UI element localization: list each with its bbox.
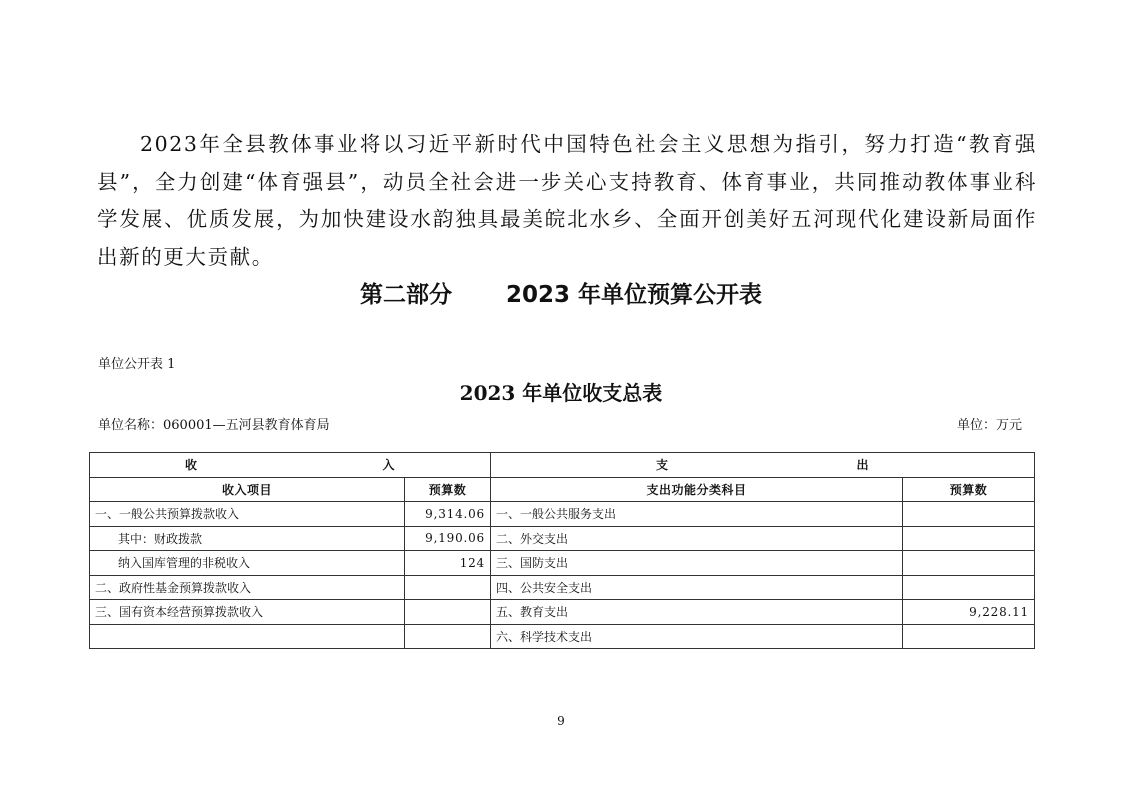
income-item: 二、政府性基金预算拨款收入: [90, 575, 405, 600]
table-row: [90, 526, 1035, 551]
budget-table: [89, 452, 1035, 649]
part-heading: 2023 年单位预算公开表: [505, 282, 763, 308]
intro-paragraph: 2023年全县教体事业将以习近平新时代中国特色社会主义思想为指引，努力打造“教育强县”，全力创建“体育强县”，动员全社会进一步关心支持教育、体育事业，共同推动教体事业科学发展、优质发展，为加快建设水韵独具最美皖北水乡、全面开创美好五河现代化建设新局面作出新的更大贡献。: [97, 132, 1037, 269]
expense-item: 五、教育支出: [491, 600, 903, 625]
table-row: [90, 551, 1035, 576]
expense-amount: [903, 526, 1035, 551]
expense-amount: [903, 575, 1035, 600]
unit-label: 单位：万元: [956, 418, 1022, 433]
table-number: 单位公开表 1: [98, 357, 176, 372]
income-amount: 9,314.06: [405, 502, 491, 527]
income-item: 其中：财政拨款: [90, 526, 405, 551]
column-header-row: [90, 477, 1035, 502]
income-amount: 9,190.06: [405, 526, 491, 551]
income-amount: [405, 600, 491, 625]
income-group-header: 收 入: [90, 453, 491, 478]
expense-item: 六、科学技术支出: [491, 624, 903, 649]
income-amount: [405, 624, 491, 649]
income-item: 纳入国库管理的非税收入: [90, 551, 405, 576]
group-header-row: [90, 453, 1035, 478]
expense-amount: [903, 624, 1035, 649]
col-expense-amount: 预算数: [903, 477, 1035, 502]
expense-amount: 9,228.11: [903, 600, 1035, 625]
col-expense-item: 支出功能分类科目: [491, 477, 903, 502]
expense-amount: [903, 502, 1035, 527]
page-number: 9: [557, 714, 565, 728]
part-title: [0, 276, 1122, 309]
expense-item: 一、一般公共服务支出: [491, 502, 903, 527]
income-amount: [405, 575, 491, 600]
table-row: [90, 624, 1035, 649]
table-row: [90, 502, 1035, 527]
expense-group-header: 支 出: [491, 453, 1035, 478]
income-item: [90, 624, 405, 649]
part-label: 第二部分: [359, 282, 452, 308]
expense-item: 三、国防支出: [491, 551, 903, 576]
col-income-amount: 预算数: [405, 477, 491, 502]
income-item: 一、一般公共预算拨款收入: [90, 502, 405, 527]
income-item: 三、国有资本经营预算拨款收入: [90, 600, 405, 625]
unit-name: 单位名称：060001—五河县教育体育局: [98, 418, 330, 433]
expense-item: 四、公共安全支出: [491, 575, 903, 600]
expense-amount: [903, 551, 1035, 576]
table-row: [90, 600, 1035, 625]
col-income-item: 收入项目: [90, 477, 405, 502]
expense-item: 二、外交支出: [491, 526, 903, 551]
income-amount: 124: [405, 551, 491, 576]
table-row: [90, 575, 1035, 600]
table-title: 2023 年单位收支总表: [459, 381, 663, 405]
